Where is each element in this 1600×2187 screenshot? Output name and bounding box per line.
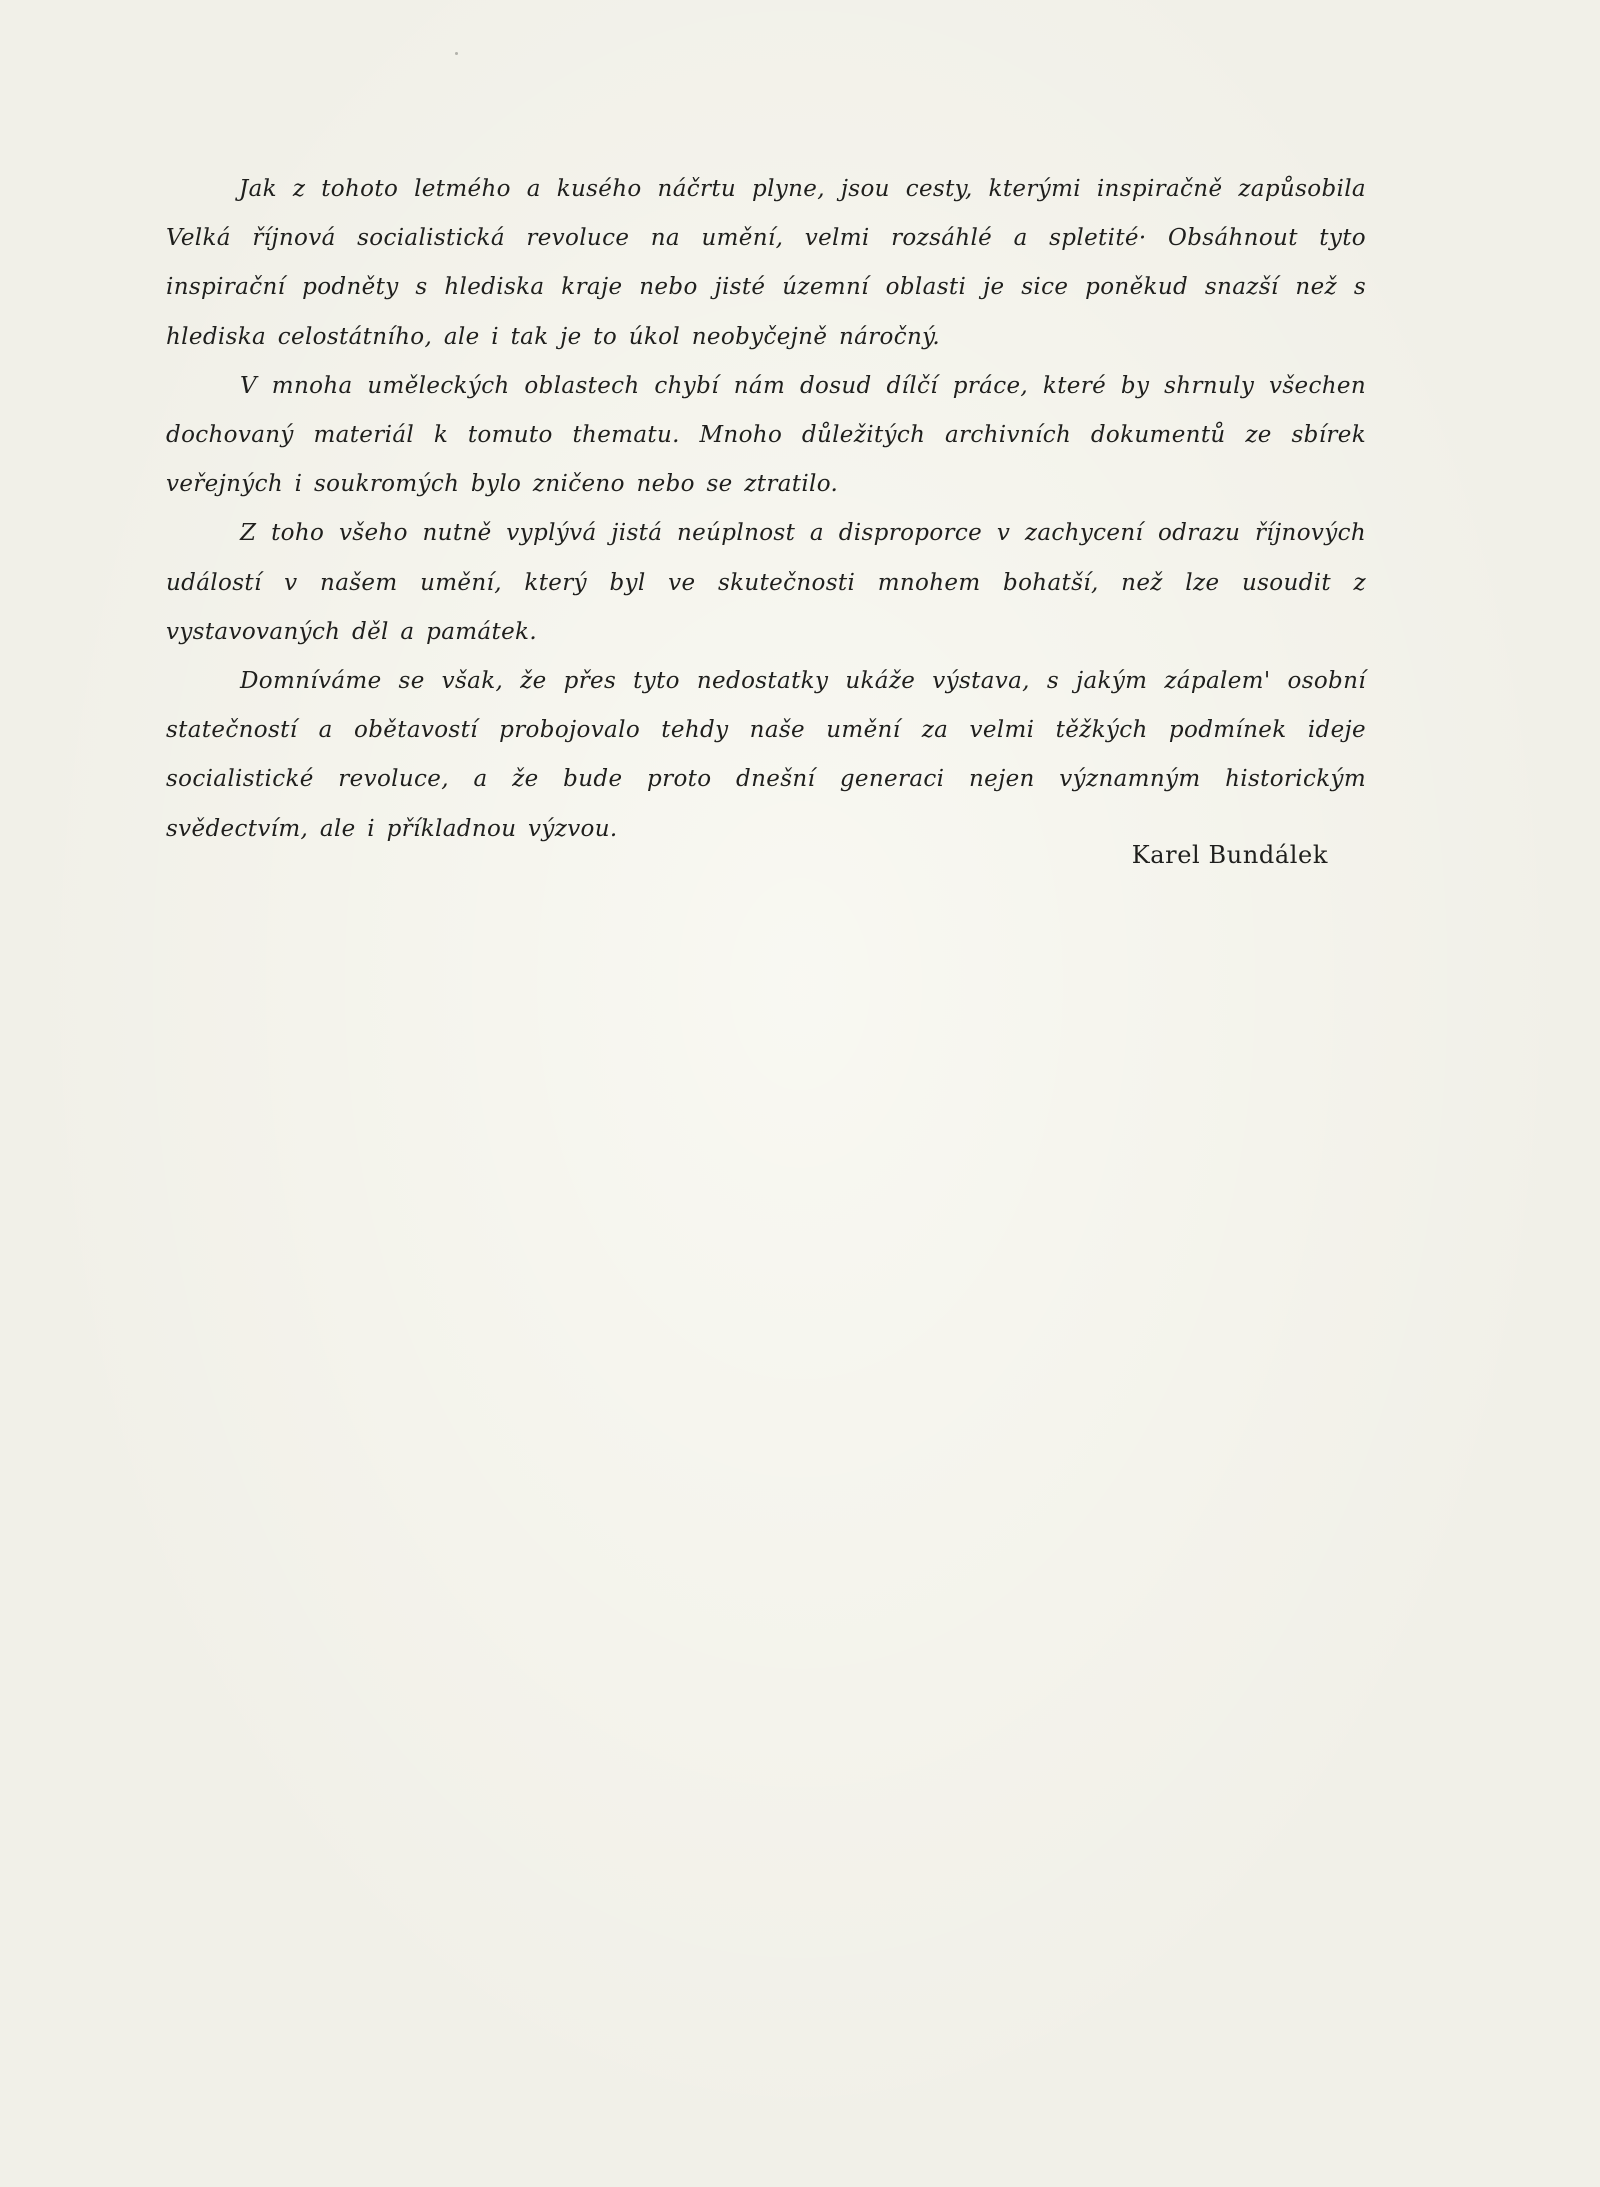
paper-speck [455,52,458,55]
paragraph-1: Jak z tohoto letmého a kusého náčrtu plyne, jsou cesty, kterými inspiračně zapůsobila Velká říjnová socialistická revoluce na umění, velmi rozsáhlé a spletité· Obsáhnout tyto inspirační podněty s hlediska kraje nebo jisté územní oblasti je sice poněkud snazší než s hlediska celostátního, ale i tak je to úkol neobyčejně náročný. [166,176,1366,350]
paragraph-4: Domníváme se však, že přes tyto nedostatky ukáže výstava, s jakým zápalem' osobní statečností a obětavostí probojovalo tehdy naše umění za velmi těžkých podmínek ideje socialistické revoluce, a že bude proto dnešní generaci nejen významným historickým svědectvím, ale i příkladnou výzvou. [166,668,1366,842]
document-body [166,165,1366,854]
author-signature: Karel Bundálek [1131,841,1328,869]
paragraph-2: V mnoha uměleckých oblastech chybí nám dosud dílčí práce, které by shrnuly všechen dochovaný materiál k tomuto thematu. Mnoho důležitých archivních dokumentů ze sbírek veřejných i soukromých bylo zničeno nebo se ztratilo. [166,372,1366,498]
paragraph-3: Z toho všeho nutně vyplývá jistá neúplnost a disproporce v zachycení odrazu říjnových událostí v našem umění, který byl ve skutečnosti mnohem bohatší, než lze usoudit z vystavovaných děl a památek. [166,520,1366,645]
